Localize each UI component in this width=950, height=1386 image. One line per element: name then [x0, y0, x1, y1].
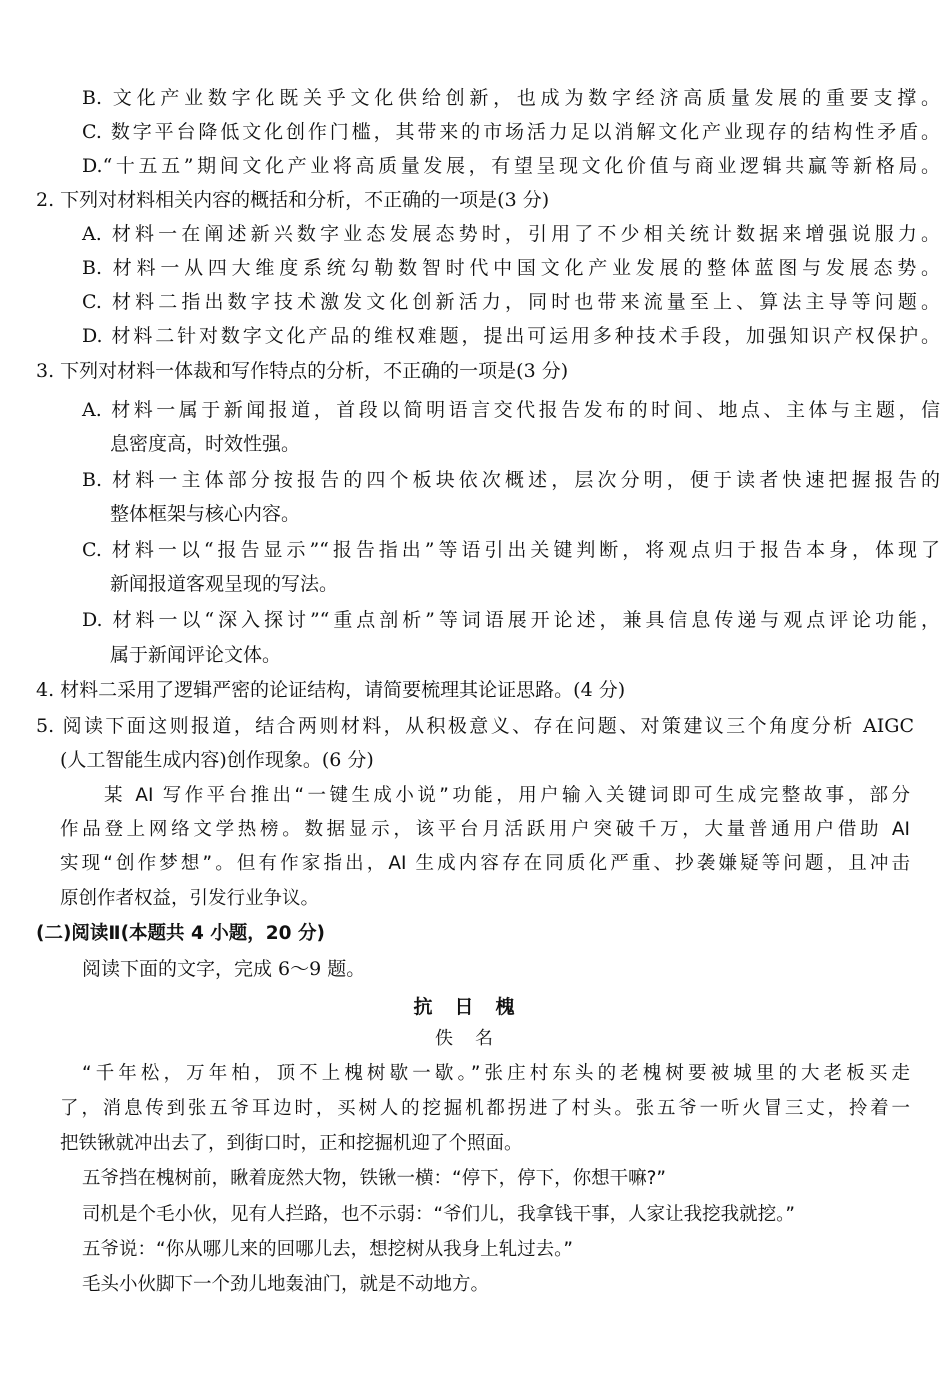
q3-option-b-line2: 整体框架与核心内容。 — [110, 503, 301, 525]
q1-option-d: D.“十五五”期间文化产业将高质量发展，有望呈现文化价值与商业逻辑共赢等新格局。 — [82, 155, 940, 177]
q4-stem: 4. 材料二采用了逻辑严密的论证结构，请简要梳理其论证思路。(4 分) — [36, 679, 626, 701]
q3-option-a-line2: 息密度高，时效性强。 — [110, 433, 301, 455]
section-heading: (二)阅读Ⅱ(本题共 4 小题，20 分) — [36, 923, 325, 944]
q2-option-a: A. 材料一在阐述新兴数字业态发展态势时，引用了不少相关统计数据来增强说服力。 — [82, 223, 940, 245]
q3-option-d-line1: D. 材料一以“深入探讨”“重点剖析”等词语展开论述，兼具信息传递与观点评论功能， — [82, 609, 940, 631]
story-p1-line3: 把铁锹就冲出去了，到街口时，正和挖掘机迎了个照面。 — [60, 1133, 523, 1154]
q3-option-d-line2: 属于新闻评论文体。 — [110, 644, 282, 666]
q5-report-line3: 实现“创作梦想”。但有作家指出，AI 生成内容存在同质化严重、抄袭嫌疑等问题，且冲击 — [60, 853, 910, 874]
q3-stem: 3. 下列对材料一体裁和写作特点的分析，不正确的一项是(3 分) — [36, 360, 569, 382]
q1-option-c: C. 数字平台降低文化创作门槛，其带来的市场活力足以消解文化产业现存的结构性矛盾。 — [82, 121, 940, 143]
story-title: 抗日槐 — [413, 996, 537, 1018]
q1-option-b: B. 文化产业数字化既关乎文化供给创新，也成为数字经济高质量发展的重要支撑。 — [82, 87, 940, 109]
q2-option-d: D. 材料二针对数字文化产品的维权难题，提出可运用多种技术手段，加强知识产权保护。 — [82, 325, 940, 347]
q5-report-line1: 某 AI 写作平台推出“一键生成小说”功能，用户输入关键词即可生成完整故事，部分 — [104, 785, 910, 806]
story-p5: 毛头小伙脚下一个劲儿地轰油门，就是不动地方。 — [82, 1274, 490, 1295]
story-p3: 司机是个毛小伙，见有人拦路，也不示弱：“爷们儿，我拿钱干事，人家让我挖我就挖。” — [82, 1204, 795, 1225]
q5-stem-line2: (人工智能生成内容)创作现象。(6 分) — [60, 749, 374, 771]
q3-option-c-line1: C. 材料一以“报告显示”“报告指出”等语引出关键判断，将观点归于报告本身，体现了 — [82, 539, 940, 561]
story-p2: 五爷挡在槐树前，瞅着庞然大物，铁锹一横：“停下，停下，你想干嘛?” — [82, 1168, 666, 1189]
q3-option-b-line1: B. 材料一主体部分按报告的四个板块依次概述，层次分明，便于读者快速把握报告的 — [82, 469, 940, 491]
story-author: 佚名 — [435, 1028, 515, 1049]
q5-stem-line1: 5. 阅读下面这则报道，结合两则材料，从积极意义、存在问题、对策建议三个角度分析 AIGC — [36, 715, 914, 737]
story-p1-line2: 了，消息传到张五爷耳边时，买树人的挖掘机都拐进了村头。张五爷一听火冒三丈，拎着一 — [60, 1098, 910, 1119]
q2-stem: 2. 下列对材料相关内容的概括和分析，不正确的一项是(3 分) — [36, 189, 550, 211]
q2-option-c: C. 材料二指出数字技术激发文化创新活力，同时也带来流量至上、算法主导等问题。 — [82, 291, 940, 313]
q2-option-b: B. 材料一从四大维度系统勾勒数智时代中国文化产业发展的整体蓝图与发展态势。 — [82, 257, 940, 279]
q5-report-line4: 原创作者权益，引发行业争议。 — [60, 888, 320, 909]
q3-option-c-line2: 新闻报道客观呈现的写法。 — [110, 573, 339, 595]
section-instruction: 阅读下面的文字，完成 6～9 题。 — [82, 958, 366, 980]
q3-option-a-line1: A. 材料一属于新闻报道，首段以简明语言交代报告发布的时间、地点、主体与主题，信 — [82, 399, 940, 421]
q5-report-line2: 作品登上网络文学热榜。数据显示，该平台月活跃用户突破千万，大量普通用户借助 AI — [60, 819, 910, 840]
story-p1-line1: “千年松，万年柏，顶不上槐树歇一歇。”张庄村东头的老槐树要被城里的大老板买走 — [82, 1063, 910, 1084]
story-p4: 五爷说：“你从哪儿来的回哪儿去，想挖树从我身上轧过去。” — [82, 1239, 573, 1260]
